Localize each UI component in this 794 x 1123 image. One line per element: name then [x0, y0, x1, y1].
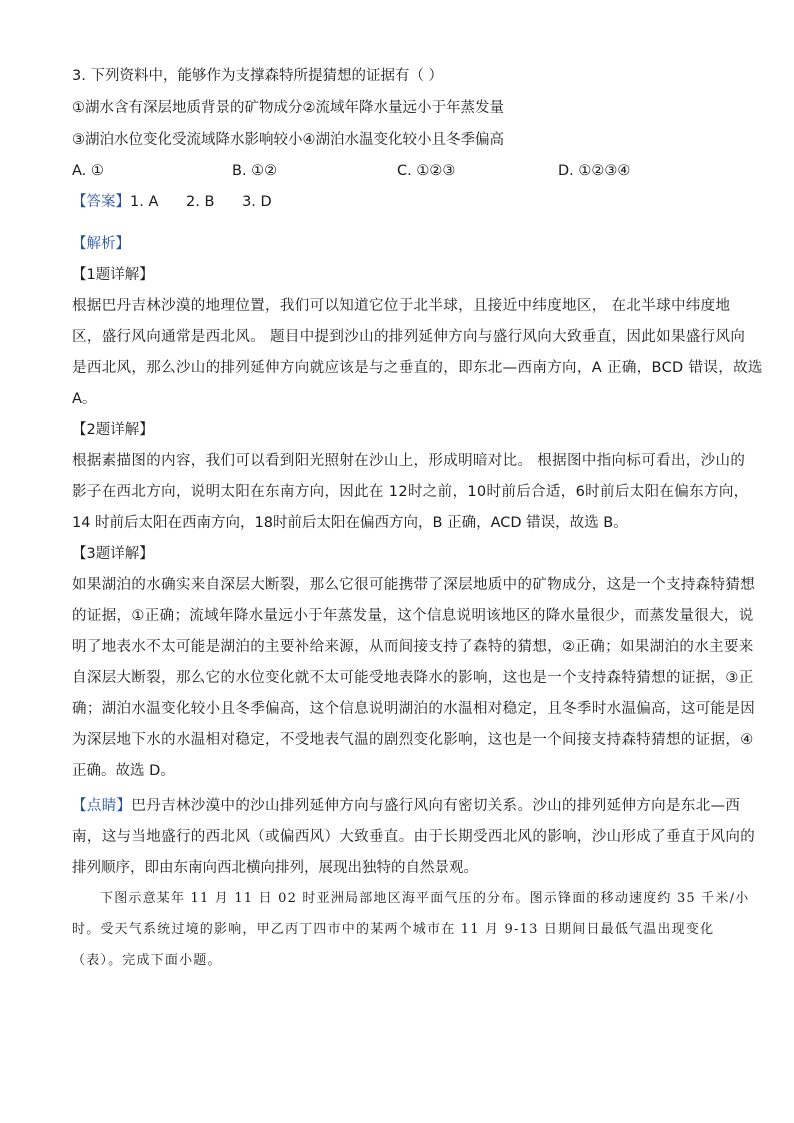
next-question-line: 时。受天气系统过境的影响，甲乙丙丁四市中的某两个城市在 11 月 9-13 日期间日最低气温出现变化: [72, 922, 715, 937]
remark-line: 南，这与当地盛行的西北风（或偏西风）大致垂直。由于长期受西北风的影响，沙山形成了垂直于风向的: [72, 829, 756, 845]
q1-line: 是西北风，那么沙山的排列延伸方向就应该是与之垂直的，即东北—西南方向，A 正确，BCD 错误，故选: [72, 360, 763, 376]
answer-line: [72, 192, 722, 212]
q3-header: 【3题详解】: [72, 546, 154, 562]
q1-line: 区，盛行风向通常是西北风。 题目中提到沙山的排列延伸方向与盛行风向大致垂直，因此如果盛行风向: [72, 329, 746, 345]
remark-line: [72, 796, 741, 816]
next-question-line: 下图示意某年 11 月 11 日 02 时亚洲局部地区海平面气压的分布。图示锋面的移动速度约 35 千米/小: [100, 891, 750, 906]
analysis-tag: 【解析】: [72, 236, 130, 252]
question-statements-line: ③湖泊水位变化受流域降水影响较小④湖泊水温变化较小且冬季偏高: [72, 132, 504, 148]
question-statements-line: ①湖水含有深层地质背景的矿物成分②流域年降水量远小于年蒸发量: [72, 100, 504, 116]
question-stem: 3. 下列资料中，能够作为支撑森特所提猜想的证据有（ ）: [72, 68, 444, 84]
q3-line: 为深层地下水的水温相对稳定，不受地表气温的剧烈变化影响，这也是一个间接支持森特猜想的证据，④: [72, 732, 754, 748]
answer-text: 1. A 2. B 3. D: [130, 194, 272, 210]
q3-line: 正确。故选 D。: [72, 763, 175, 779]
remark-tag: 【点睛】: [72, 798, 132, 814]
q2-line: 14 时前后太阳在西南方向，18时前后太阳在偏西方向，B 正确，ACD 错误，故选 B。: [72, 515, 628, 531]
q1-header: 【1题详解】: [72, 267, 154, 283]
option-c: C. ①②③: [397, 163, 456, 179]
option-a: A. ①: [72, 163, 104, 179]
q3-line: 明了地表水不太可能是湖泊的主要补给来源，从而间接支持了森特的猜想，②正确；如果湖泊的水主要来: [72, 639, 754, 655]
option-b: B. ①②: [232, 163, 278, 179]
next-question-line: （表）。完成下面小题。: [72, 953, 222, 968]
remark-text: 巴丹吉林沙漠中的沙山排列延伸方向与盛行风向有密切关系。沙山的排列延伸方向是东北—西: [131, 798, 741, 814]
q1-line: A。: [72, 391, 97, 407]
q3-line: 如果湖泊的水确实来自深层大断裂，那么它很可能携带了深层地质中的矿物成分，这是一个支持森特猜想: [72, 577, 756, 593]
answer-options: [72, 161, 722, 181]
q1-line: 根据巴丹吉林沙漠的地理位置，我们可以知道它位于北半球，且接近中纬度地区， 在北半球中纬度地: [72, 298, 731, 314]
q3-line: 自深层大断裂，那么它的水位变化就不太可能受地表降水的影响，这也是一个支持森特猜想的证据，③正: [72, 670, 754, 686]
q2-line: 影子在西北方向，说明太阳在东南方向，因此在 12时之前，10时前后合适，6时前后太阳在偏东方向，: [72, 484, 749, 500]
remark-line: 排列顺序，即由东南向西北横向排列，展现出独特的自然景观。: [72, 860, 478, 876]
q3-line: 确；湖泊水温变化较小且冬季偏高，这个信息说明湖泊的水温相对稳定，且冬季时水温偏高，这可能是因: [72, 701, 756, 717]
option-d: D. ①②③④: [558, 163, 631, 179]
answer-tag: 【答案】: [72, 194, 130, 210]
q2-line: 根据素描图的内容，我们可以看到阳光照射在沙山上，形成明暗对比。 根据图中指向标可看出，沙山的: [72, 453, 746, 469]
q3-line: 的证据，①正确；流域年降水量远小于年蒸发量，这个信息说明该地区的降水量很少，而蒸发量很大，说: [72, 608, 754, 624]
q2-header: 【2题详解】: [72, 422, 154, 438]
